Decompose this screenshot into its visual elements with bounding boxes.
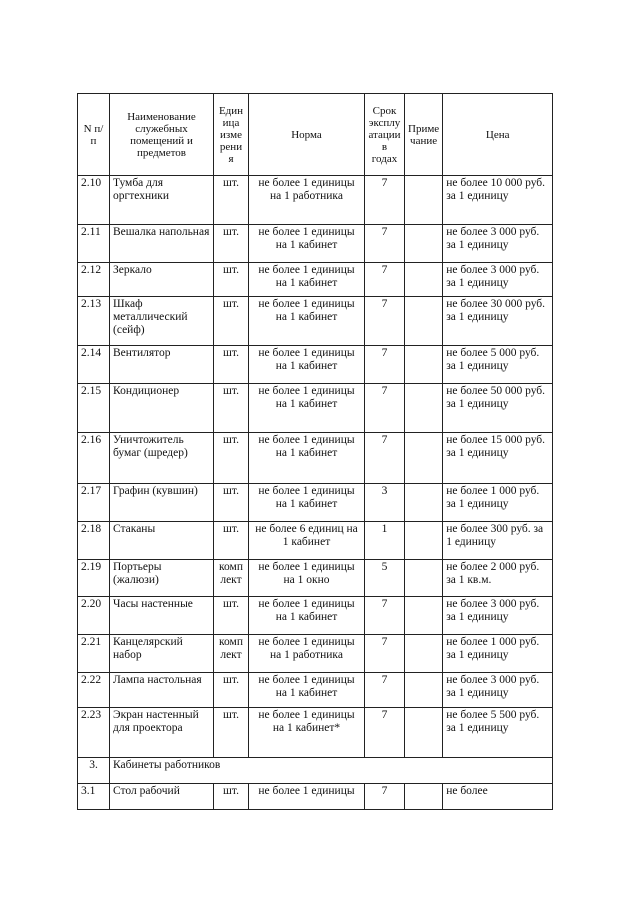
cell-price: не более 30 000 руб. за 1 единицу [443,297,553,346]
cell-num: 2.23 [78,708,110,758]
cell-num: 2.13 [78,297,110,346]
cell-life: 7 [365,176,405,225]
cell-price: не более 10 000 руб. за 1 единицу [443,176,553,225]
table-row [78,433,553,484]
cell-num: 2.20 [78,597,110,635]
table-row [78,297,553,346]
cell-note [405,297,443,346]
cell-name: Стол рабочий [110,784,214,810]
cell-life: 7 [365,384,405,433]
table-row [78,597,553,635]
cell-unit: шт. [214,263,249,297]
header-unit: Един ица изме рени я [214,94,249,176]
header-life: Срок эксплу атации в годах [365,94,405,176]
cell-life: 5 [365,560,405,597]
cell-note [405,673,443,708]
cell-price: не более 1 000 руб. за 1 единицу [443,635,553,673]
cell-unit: шт. [214,784,249,810]
cell-price: не более 50 000 руб. за 1 единицу [443,384,553,433]
cell-unit: шт. [214,433,249,484]
cell-unit: шт. [214,597,249,635]
cell-norm: не более 1 единицы на 1 окно [249,560,365,597]
cell-name: Стаканы [110,522,214,560]
cell-norm: не более 1 единицы на 1 кабинет [249,433,365,484]
cell-life: 3 [365,484,405,522]
section-row [78,758,553,784]
cell-norm: не более 1 единицы на 1 кабинет [249,263,365,297]
table-row [78,673,553,708]
furniture-norms-table [77,93,553,810]
cell-num: 2.17 [78,484,110,522]
cell-unit: шт. [214,225,249,263]
cell-name: Экран настенный для проектора [110,708,214,758]
table-row [78,346,553,384]
cell-note [405,635,443,673]
cell-price: не более 15 000 руб. за 1 единицу [443,433,553,484]
header-num: N п/п [78,94,110,176]
cell-price: не более 1 000 руб. за 1 единицу [443,484,553,522]
section-num: 3. [78,758,110,784]
cell-price: не более 2 000 руб. за 1 кв.м. [443,560,553,597]
cell-price: не более 5 000 руб. за 1 единицу [443,346,553,384]
cell-note [405,384,443,433]
table-row [78,708,553,758]
cell-life: 7 [365,708,405,758]
cell-price: не более [443,784,553,810]
cell-name: Часы настенные [110,597,214,635]
cell-name: Шкаф металлический (сейф) [110,297,214,346]
cell-life: 7 [365,346,405,384]
table-row [78,635,553,673]
cell-name: Канцелярский набор [110,635,214,673]
cell-unit: шт. [214,708,249,758]
cell-life: 7 [365,297,405,346]
cell-norm: не более 1 единицы на 1 кабинет* [249,708,365,758]
cell-life: 7 [365,784,405,810]
table-row [78,263,553,297]
cell-price: не более 3 000 руб. за 1 единицу [443,225,553,263]
cell-price: не более 3 000 руб. за 1 единицу [443,597,553,635]
cell-note [405,708,443,758]
cell-num: 3.1 [78,784,110,810]
cell-num: 2.19 [78,560,110,597]
cell-note [405,346,443,384]
cell-unit: комп лект [214,560,249,597]
cell-price: не более 300 руб. за 1 единицу [443,522,553,560]
cell-price: не более 3 000 руб. за 1 единицу [443,673,553,708]
table-row [78,522,553,560]
cell-norm: не более 1 единицы на 1 кабинет [249,297,365,346]
cell-note [405,597,443,635]
header-note: Приме чание [405,94,443,176]
cell-name: Тумба для оргтехники [110,176,214,225]
cell-name: Зеркало [110,263,214,297]
cell-num: 2.12 [78,263,110,297]
cell-norm: не более 1 единицы на 1 кабинет [249,673,365,708]
cell-norm: не более 1 единицы на 1 кабинет [249,384,365,433]
cell-life: 7 [365,673,405,708]
cell-num: 2.14 [78,346,110,384]
cell-life: 7 [365,635,405,673]
cell-life: 1 [365,522,405,560]
cell-note [405,560,443,597]
cell-note [405,263,443,297]
cell-life: 7 [365,263,405,297]
cell-norm: не более 1 единицы на 1 работника [249,635,365,673]
cell-life: 7 [365,597,405,635]
cell-num: 2.18 [78,522,110,560]
cell-norm: не более 6 единиц на 1 кабинет [249,522,365,560]
cell-unit: шт. [214,384,249,433]
table-row [78,225,553,263]
cell-name: Лампа настольная [110,673,214,708]
cell-norm: не более 1 единицы на 1 кабинет [249,225,365,263]
cell-note [405,522,443,560]
cell-unit: комп лект [214,635,249,673]
cell-unit: шт. [214,484,249,522]
cell-name: Вентилятор [110,346,214,384]
cell-unit: шт. [214,522,249,560]
cell-unit: шт. [214,297,249,346]
cell-name: Уничтожитель бумаг (шредер) [110,433,214,484]
cell-price: не более 3 000 руб. за 1 единицу [443,263,553,297]
cell-life: 7 [365,225,405,263]
table-row [78,384,553,433]
cell-num: 2.16 [78,433,110,484]
cell-norm: не более 1 единицы на 1 кабинет [249,346,365,384]
table-row [78,560,553,597]
cell-name: Графин (кувшин) [110,484,214,522]
cell-num: 2.22 [78,673,110,708]
cell-num: 2.11 [78,225,110,263]
cell-num: 2.21 [78,635,110,673]
cell-note [405,225,443,263]
table-row [78,484,553,522]
cell-num: 2.15 [78,384,110,433]
cell-num: 2.10 [78,176,110,225]
cell-name: Кондиционер [110,384,214,433]
header-price: Цена [443,94,553,176]
cell-note [405,176,443,225]
cell-note [405,784,443,810]
cell-name: Вешалка напольная [110,225,214,263]
header-norm: Норма [249,94,365,176]
cell-unit: шт. [214,346,249,384]
cell-price: не более 5 500 руб. за 1 единицу [443,708,553,758]
cell-norm: не более 1 единицы [249,784,365,810]
cell-unit: шт. [214,176,249,225]
cell-norm: не более 1 единицы на 1 работника [249,176,365,225]
cell-unit: шт. [214,673,249,708]
cell-name: Портьеры (жалюзи) [110,560,214,597]
header-name: Наименование служебных помещений и предметов [110,94,214,176]
table-row [78,176,553,225]
table-body [78,176,553,810]
cell-norm: не более 1 единицы на 1 кабинет [249,484,365,522]
cell-note [405,484,443,522]
cell-life: 7 [365,433,405,484]
header-row [78,94,553,176]
table-row [78,784,553,810]
cell-note [405,433,443,484]
cell-norm: не более 1 единицы на 1 кабинет [249,597,365,635]
section-title: Кабинеты работников [110,758,553,784]
